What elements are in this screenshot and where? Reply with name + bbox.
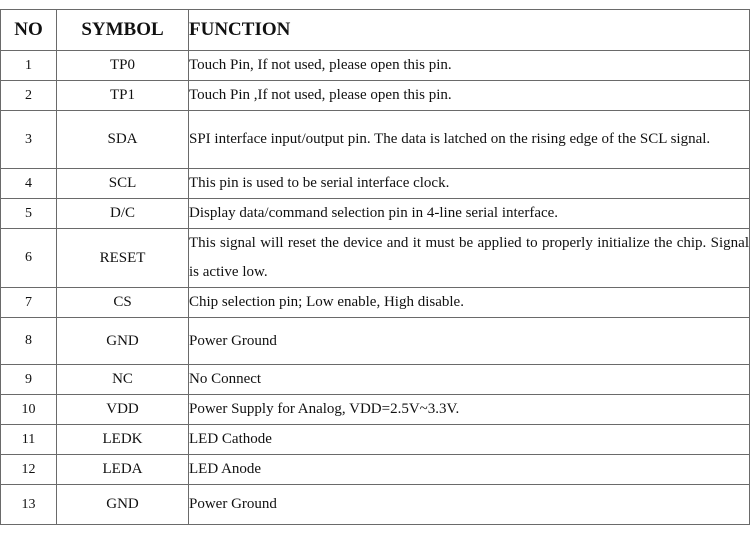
pin-function: Touch Pin, If not used, please open this pin. <box>189 51 750 81</box>
pin-symbol: VDD <box>57 395 189 425</box>
pin-symbol: NC <box>57 365 189 395</box>
table-row <box>1 318 750 365</box>
pin-symbol: TP1 <box>57 81 189 111</box>
table-header-row <box>1 10 750 51</box>
table-row <box>1 455 750 485</box>
pin-number: 10 <box>1 395 57 425</box>
pin-symbol: GND <box>57 318 189 365</box>
pin-function: This signal will reset the device and it must be applied to properly initialize the chip. Signal is active low. <box>189 229 750 288</box>
header-function: FUNCTION <box>189 10 750 51</box>
pin-number: 4 <box>1 169 57 199</box>
table-row <box>1 199 750 229</box>
header-no: NO <box>1 10 57 51</box>
pin-function: No Connect <box>189 365 750 395</box>
pin-definition-table <box>0 9 750 525</box>
table-row <box>1 485 750 525</box>
pin-symbol: SDA <box>57 111 189 169</box>
pin-number: 8 <box>1 318 57 365</box>
table-row <box>1 365 750 395</box>
table-row <box>1 229 750 288</box>
pin-symbol: TP0 <box>57 51 189 81</box>
pin-symbol: LEDK <box>57 425 189 455</box>
table-row <box>1 111 750 169</box>
pin-number: 6 <box>1 229 57 288</box>
table-row <box>1 169 750 199</box>
pin-function: Power Ground <box>189 318 750 365</box>
pin-number: 5 <box>1 199 57 229</box>
pin-number: 7 <box>1 288 57 318</box>
pin-number: 11 <box>1 425 57 455</box>
pin-function: SPI interface input/output pin. The data is latched on the rising edge of the SCL signal. <box>189 111 750 169</box>
pin-number: 12 <box>1 455 57 485</box>
table-row <box>1 395 750 425</box>
pin-symbol: GND <box>57 485 189 525</box>
pin-number: 2 <box>1 81 57 111</box>
pin-function: Power Ground <box>189 485 750 525</box>
pin-number: 13 <box>1 485 57 525</box>
table-row <box>1 425 750 455</box>
pin-symbol: RESET <box>57 229 189 288</box>
table-row <box>1 51 750 81</box>
pin-symbol: LEDA <box>57 455 189 485</box>
header-symbol: SYMBOL <box>57 10 189 51</box>
pin-function: This pin is used to be serial interface clock. <box>189 169 750 199</box>
pin-function: LED Anode <box>189 455 750 485</box>
pin-function: Touch Pin ,If not used, please open this pin. <box>189 81 750 111</box>
pin-number: 9 <box>1 365 57 395</box>
pin-symbol: SCL <box>57 169 189 199</box>
pin-function: LED Cathode <box>189 425 750 455</box>
pin-number: 1 <box>1 51 57 81</box>
pin-function: Display data/command selection pin in 4-line serial interface. <box>189 199 750 229</box>
pin-symbol: D/C <box>57 199 189 229</box>
pin-function: Chip selection pin; Low enable, High disable. <box>189 288 750 318</box>
table-row <box>1 81 750 111</box>
table-row <box>1 288 750 318</box>
pin-function: Power Supply for Analog, VDD=2.5V~3.3V. <box>189 395 750 425</box>
pin-symbol: CS <box>57 288 189 318</box>
pin-number: 3 <box>1 111 57 169</box>
